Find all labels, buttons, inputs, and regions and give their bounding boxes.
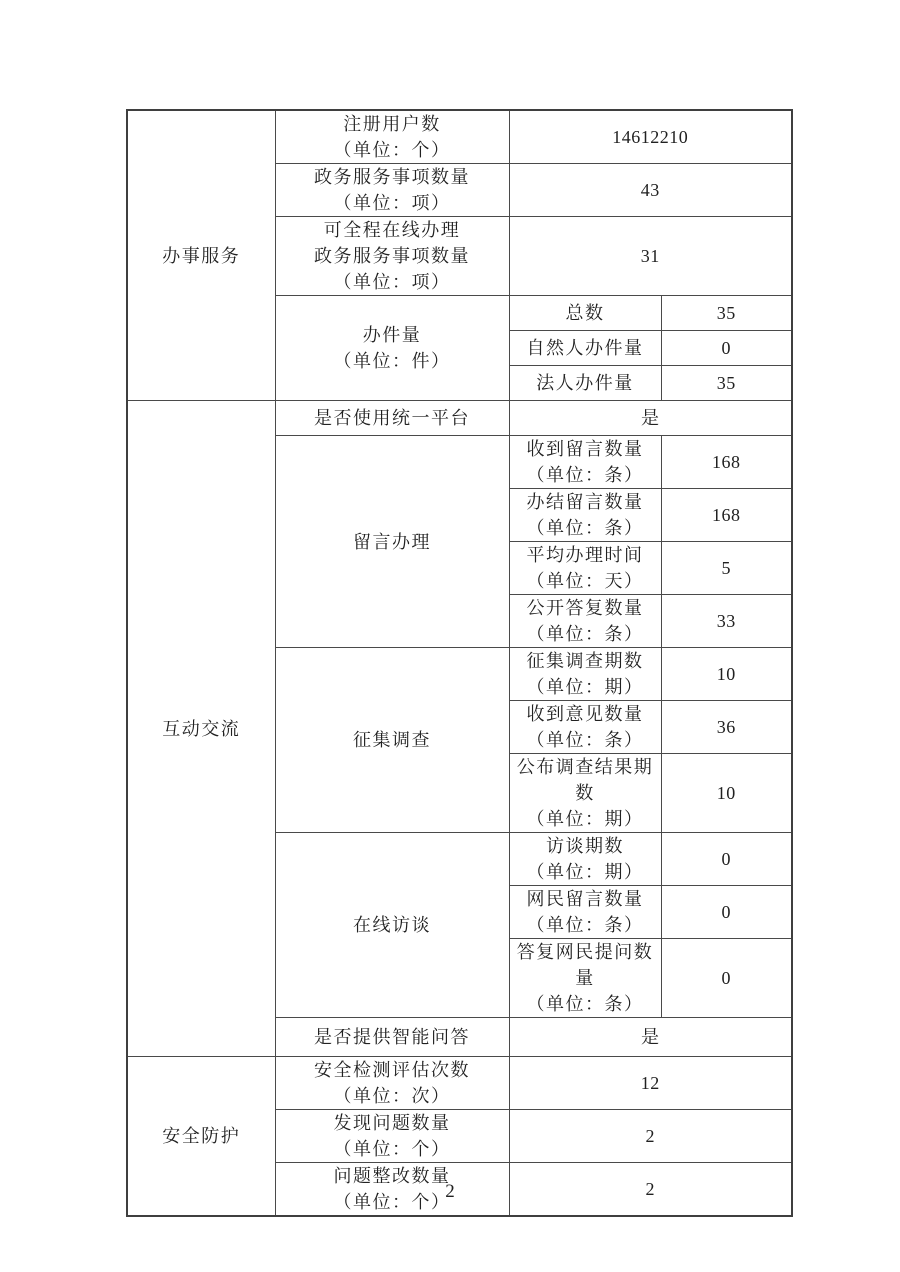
text-line: 政务服务事项数量 <box>314 246 470 266</box>
subitem-value-public-replies: 33 <box>661 595 792 648</box>
metric-value-registered-users: 14612210 <box>509 110 792 164</box>
unit-line: （单位：次） <box>333 1086 451 1106</box>
subitem-value-opinions-received: 36 <box>661 701 792 754</box>
metric-label-service-items <box>275 164 509 217</box>
unit-line: （单位：项） <box>333 193 451 213</box>
category-label: 互动交流 <box>162 718 241 739</box>
text-line: 在线访谈 <box>353 915 431 935</box>
unit-line: （单位：项） <box>333 272 451 292</box>
unit-line: （单位：个） <box>333 1192 451 1212</box>
subitem-label-messages-resolved <box>509 489 661 542</box>
metric-value-smart-qa: 是 <box>509 1018 792 1057</box>
unit-line: （单位：期） <box>526 862 644 882</box>
subitem-label-interview-periods <box>509 833 661 886</box>
metric-value-online-items: 31 <box>509 217 792 296</box>
metric-label-registered-users <box>275 110 509 164</box>
text-line: 公布调查结果期数 <box>516 757 654 803</box>
page-number: 2 <box>445 1181 455 1202</box>
text-line: 问题整改数量 <box>333 1166 451 1186</box>
subitem-value-interview-periods: 0 <box>661 833 792 886</box>
subitem-label-messages-received <box>509 436 661 489</box>
subitem-label-natural-person <box>509 331 661 366</box>
unit-line: （单位：条） <box>526 465 644 485</box>
metric-value-service-items: 43 <box>509 164 792 217</box>
metric-value-problems-fixed: 2 <box>509 1163 792 1217</box>
text-line: 访谈期数 <box>546 836 624 856</box>
subitem-label-total <box>509 296 661 331</box>
text-line: 征集调查 <box>353 730 431 750</box>
unit-line: （单位：个） <box>333 1139 451 1159</box>
unit-line: （单位：期） <box>526 677 644 697</box>
unit-line: （单位：个） <box>333 140 451 160</box>
metric-label-unified-platform <box>275 401 509 436</box>
subitem-label-results-published <box>509 754 661 833</box>
subitem-label-opinions-received <box>509 701 661 754</box>
metric-value-problems-found: 2 <box>509 1110 792 1163</box>
text-line: 收到留言数量 <box>526 439 644 459</box>
unit-line: （单位：条） <box>526 518 644 538</box>
subitem-value-natural-person: 0 <box>661 331 792 366</box>
category-service <box>127 110 275 401</box>
unit-line: （单位：件） <box>333 351 451 371</box>
text-line: 安全检测评估次数 <box>314 1060 470 1080</box>
subitem-value-netizen-messages: 0 <box>661 886 792 939</box>
text-line: 公开答复数量 <box>526 598 644 618</box>
unit-line: （单位：期） <box>526 809 644 829</box>
text-line: 平均办理时间 <box>526 545 644 565</box>
metric-label-smart-qa <box>275 1018 509 1057</box>
text-line: 法人办件量 <box>536 373 634 393</box>
subitem-value-questions-answered: 0 <box>661 939 792 1018</box>
text-line: 答复网民提问数量 <box>516 942 654 988</box>
subitem-label-public-replies <box>509 595 661 648</box>
text-line: 可全程在线办理 <box>323 220 461 240</box>
unit-line: （单位：天） <box>526 571 644 591</box>
subitem-value-messages-received: 168 <box>661 436 792 489</box>
metric-label-security-assessments <box>275 1057 509 1110</box>
category-label: 安全防护 <box>162 1126 241 1146</box>
group-label-survey <box>275 648 509 833</box>
metric-value-unified-platform: 是 <box>509 401 792 436</box>
text-line: 办结留言数量 <box>526 492 644 512</box>
subitem-label-legal-person <box>509 366 661 401</box>
text-line: 发现问题数量 <box>333 1113 451 1133</box>
text-line: 自然人办件量 <box>526 338 644 358</box>
unit-line: （单位：条） <box>526 915 644 935</box>
text-line: 政务服务事项数量 <box>314 167 470 187</box>
subitem-label-survey-periods <box>509 648 661 701</box>
subitem-value-survey-periods: 10 <box>661 648 792 701</box>
text-line: 办件量 <box>362 325 422 345</box>
group-label-case-volume <box>275 296 509 401</box>
subitem-label-netizen-messages <box>509 886 661 939</box>
group-label-online-interview <box>275 833 509 1018</box>
category-label: 办事服务 <box>162 245 241 266</box>
text-line: 注册用户数 <box>343 114 441 134</box>
group-label-message-handling <box>275 436 509 648</box>
subitem-value-total: 35 <box>661 296 792 331</box>
subitem-value-average-time: 5 <box>661 542 792 595</box>
subitem-value-results-published: 10 <box>661 754 792 833</box>
unit-line: （单位：条） <box>526 730 644 750</box>
text-line: 留言办理 <box>353 531 431 552</box>
subitem-value-legal-person: 35 <box>661 366 792 401</box>
metric-value-security-assessments: 12 <box>509 1057 792 1110</box>
metric-label-problems-found <box>275 1110 509 1163</box>
text-line: 征集调查期数 <box>526 651 644 671</box>
unit-line: （单位：条） <box>526 994 644 1014</box>
text-line: 是否提供智能问答 <box>314 1027 470 1047</box>
metric-label-online-items <box>275 217 509 296</box>
category-interaction <box>127 401 275 1057</box>
text-line: 总数 <box>565 303 605 323</box>
subitem-label-average-time <box>509 542 661 595</box>
subitem-value-messages-resolved: 168 <box>661 489 792 542</box>
text-line: 收到意见数量 <box>526 704 644 724</box>
report-table <box>126 109 793 1217</box>
subitem-label-questions-answered <box>509 939 661 1018</box>
text-line: 是否使用统一平台 <box>314 408 470 428</box>
unit-line: （单位：条） <box>526 624 644 644</box>
text-line: 网民留言数量 <box>526 889 644 909</box>
